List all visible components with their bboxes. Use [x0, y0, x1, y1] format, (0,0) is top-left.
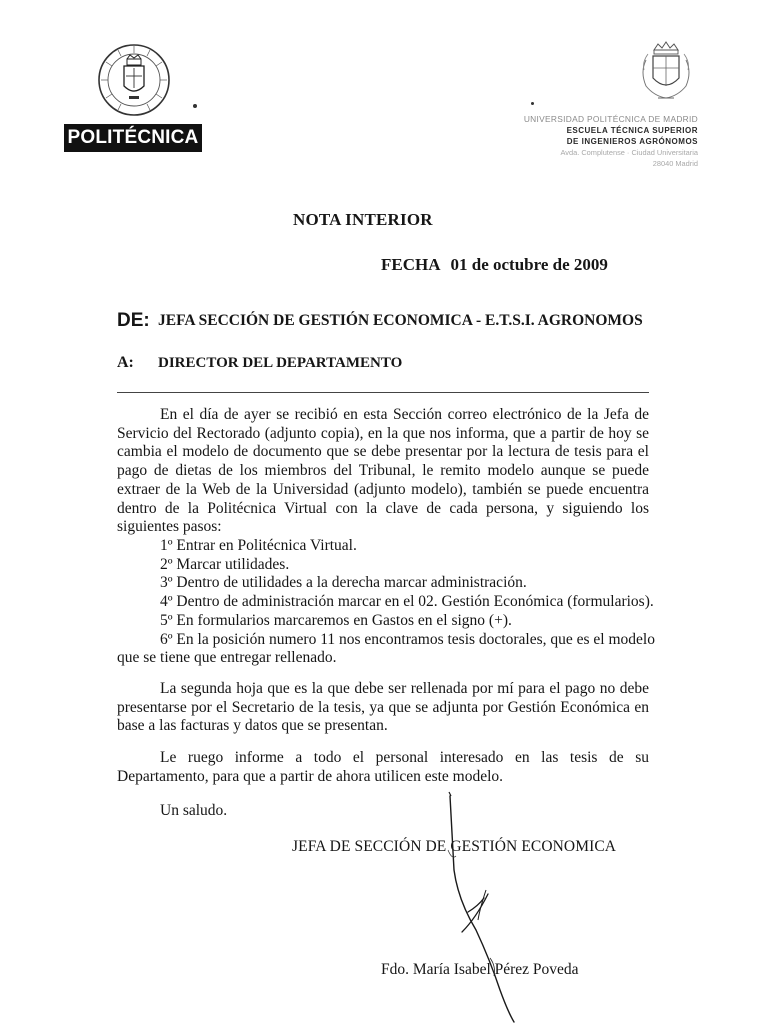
- from-label: DE:: [117, 310, 150, 331]
- ink-dot: [531, 102, 534, 105]
- handwritten-signature: [430, 790, 540, 1024]
- paragraph-text: Le ruego informe a todo el personal interesado en las tesis de su Departamento, para que a partir de ahora utilicen este modelo.: [117, 749, 649, 785]
- list-item: 5º En formularios marcaremos en Gastos en el signo (+).: [160, 611, 512, 629]
- university-crest-icon: [96, 42, 172, 118]
- paragraph-text: En el día de ayer se recibió en esta Sección correo electrónico de la Jefa de Servicio del Rectorado (adjunto copia), en la que nos informa, que a partir de hoy se cambia el modelo de documento que se debe presentar por la lectura de tesis para el pago de dietas de los miembros del Tribunal, le remito modelo aunque se puede extraer de la Web de la Universidad (adjunto modelo), también se puede encuentra dentro de la Politécnica Virtual con la clave de cada persona, y siguiendo los siguientes pasos:: [117, 406, 649, 536]
- address-line-street: Avda. Complutense · Ciudad Universitaria: [560, 148, 698, 157]
- politecnica-logo: POLITÉCNICA: [64, 124, 202, 152]
- steps-list: [117, 537, 655, 668]
- address-line-school: ESCUELA TÉCNICA SUPERIOR: [566, 126, 698, 135]
- list-item: 6º En la posición numero 11 nos encontramos tesis doctorales, que es el modelo: [160, 630, 655, 648]
- to-value: DIRECTOR DEL DEPARTAMENTO: [158, 355, 403, 371]
- closing-line: Un saludo.: [160, 802, 228, 819]
- to-label: A:: [117, 354, 134, 371]
- body-paragraph: [117, 406, 649, 537]
- list-item: 4º Dentro de administración marcar en el 02. Gestión Económica (formularios).: [160, 593, 654, 611]
- memo-date: [381, 255, 608, 275]
- signatory-name: Fdo. María Isabel Pérez Poveda: [381, 961, 579, 978]
- ink-dot: [193, 104, 197, 108]
- address-line-faculty: DE INGENIEROS AGRÓNOMOS: [566, 137, 698, 146]
- list-item: 2º Marcar utilidades.: [160, 555, 290, 573]
- divider: [117, 392, 649, 393]
- address-line-city: 28040 Madrid: [652, 159, 698, 168]
- body-paragraph: [117, 749, 649, 786]
- signatory-title: JEFA DE SECCIÓN DE GESTIÓN ECONOMICA: [292, 838, 617, 855]
- memo-title: NOTA INTERIOR: [293, 210, 433, 229]
- coat-of-arms-icon: [638, 40, 694, 104]
- from-value: JEFA SECCIÓN DE GESTIÓN ECONOMICA - E.T.S.I. AGRONOMOS: [158, 312, 643, 329]
- paragraph-text: La segunda hoja que es la que debe ser rellenada por mí para el pago no debe presentarse por el Secretario de la tesis, ya que se adjunta por Gestión Económica en base a las facturas y datos que se presentan.: [117, 680, 649, 735]
- list-item: 1º Entrar en Politécnica Virtual.: [160, 537, 357, 554]
- address-line-university: UNIVERSIDAD POLITÉCNICA DE MADRID: [523, 114, 698, 124]
- date-value: 01 de octubre de 2009: [450, 255, 608, 274]
- list-item: 3º Dentro de utilidades a la derecha marcar administración.: [160, 574, 527, 592]
- list-item-continuation: que se tiene que entregar rellenado.: [117, 649, 337, 667]
- body-paragraph: [117, 680, 649, 736]
- institution-address: [498, 113, 698, 169]
- date-label: FECHA: [381, 255, 441, 274]
